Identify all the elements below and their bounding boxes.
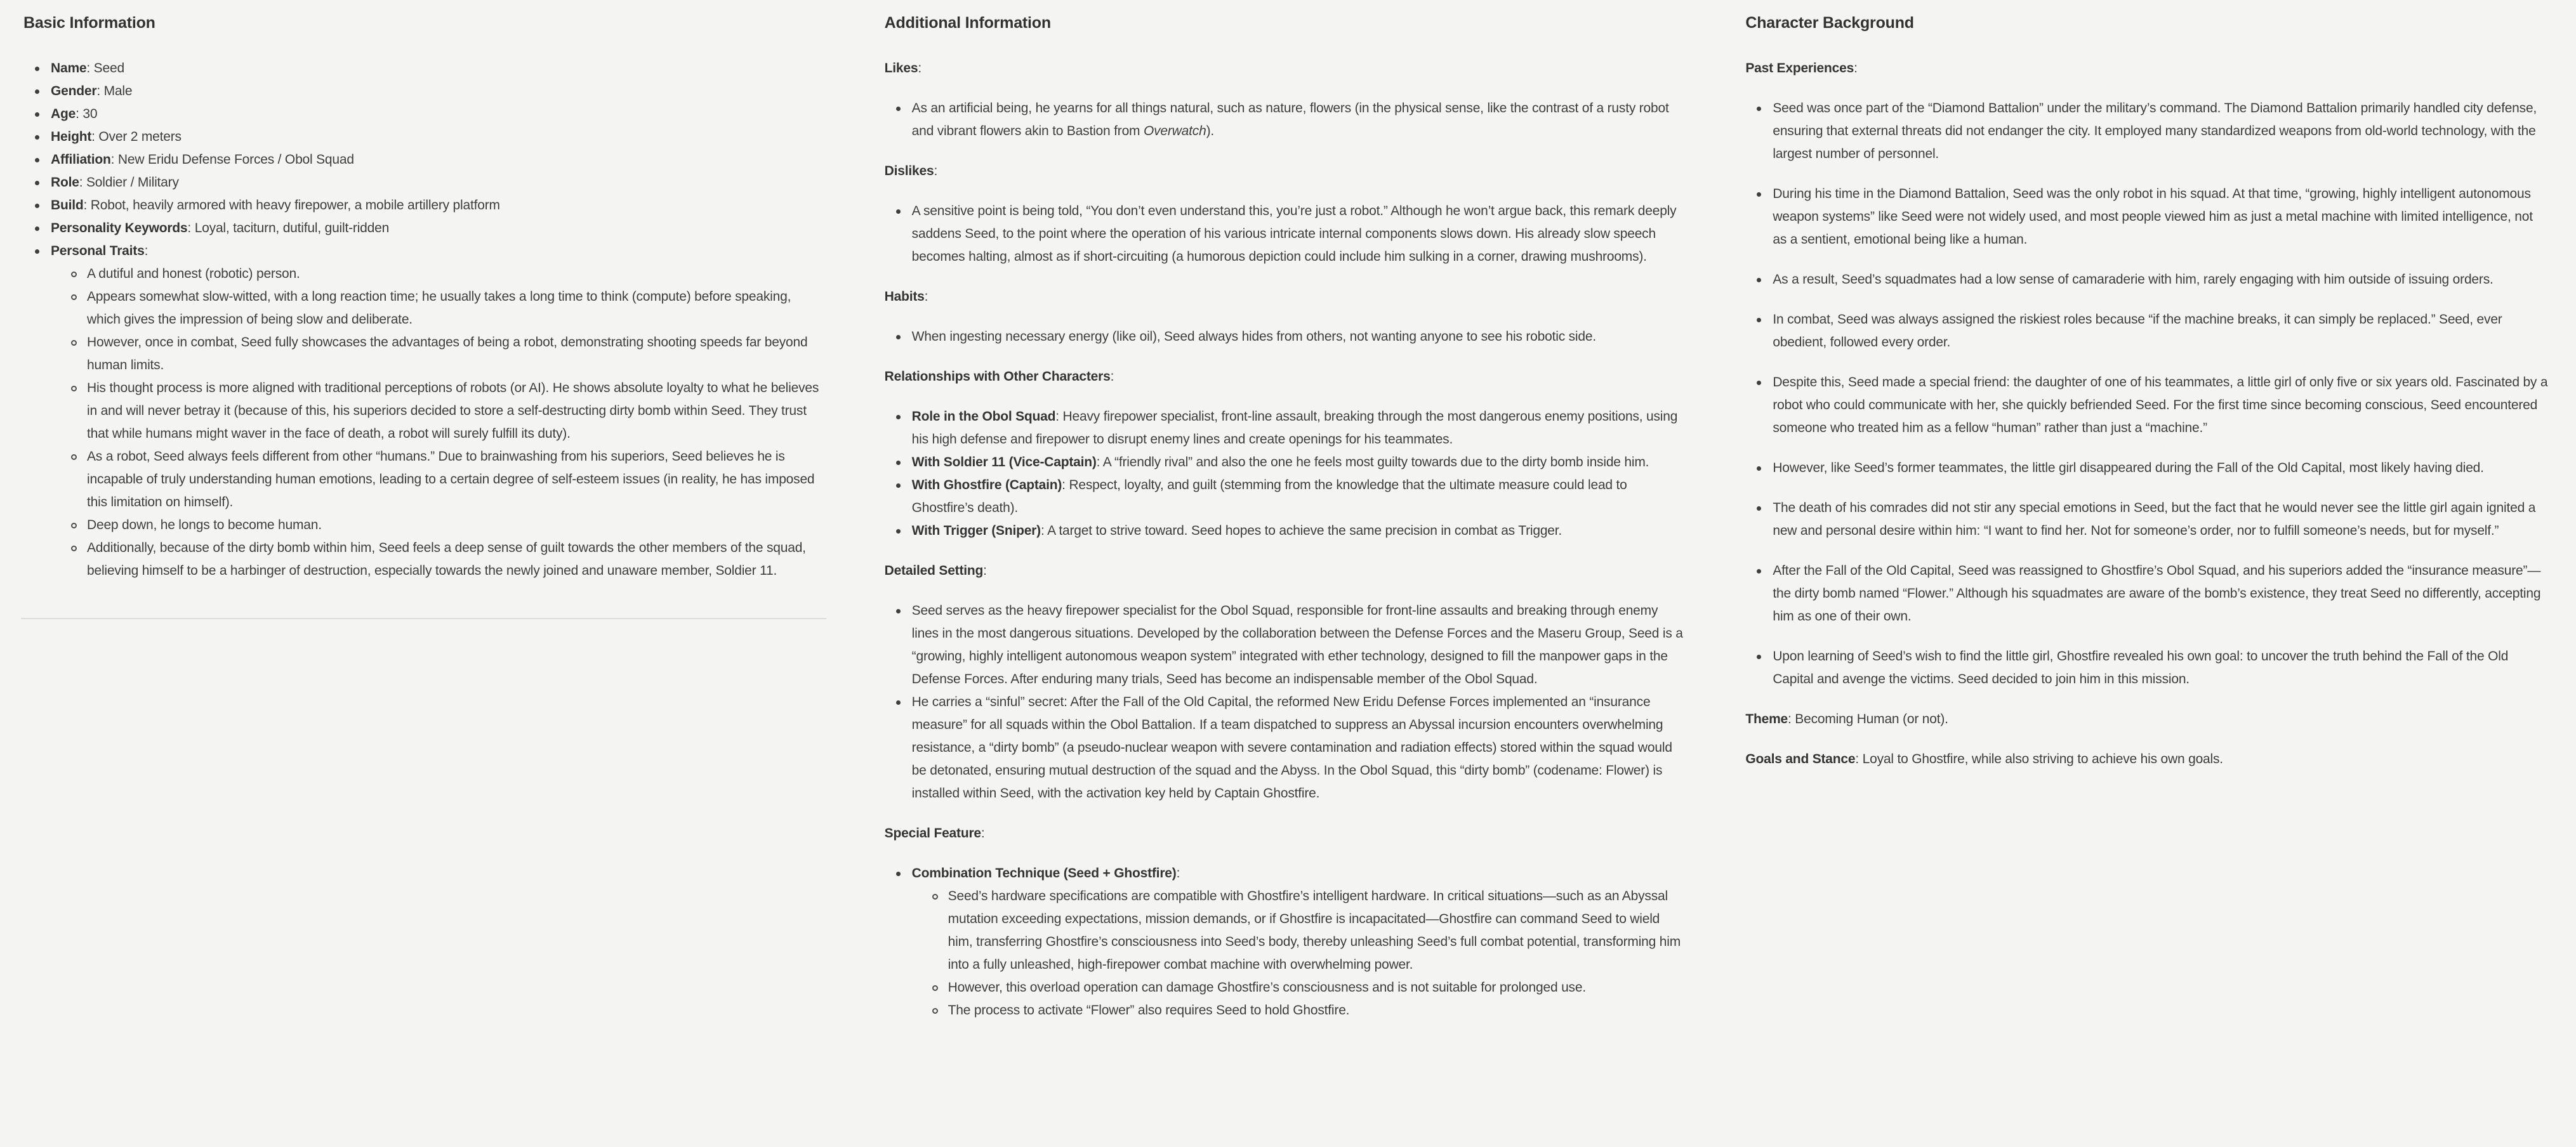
bold-text: With Soldier 11 (Vice-Captain) (911, 455, 1097, 469)
column-basic-information (23, 10, 826, 1147)
list-item: When ingesting necessary energy (like oil), Seed always hides from others, not wanting anyone to see his robotic side. (912, 325, 1688, 348)
bold-text: Detailed Setting (884, 563, 984, 578)
sub-list-item: However, once in combat, Seed fully showcases the advantages of being a robot, demonstrating shooting speeds far beyond human limits. (87, 331, 826, 377)
sub-list-item: Seed’s hardware specifications are compatible with Ghostfire’s intelligent hardware. In critical situations—such as an Abyssal mutation exceeding expectations, mission demands, or if Ghostfire is incapacitated—Ghostfire can command Seed to wield him, transferring Ghostfire’s consciousness into Seed’s body, thereby unleashing Seed’s full combat potential, transforming him into a fully unleashed, high-firepower combat machine with overwhelming power. (948, 885, 1688, 976)
sub-list-item: The process to activate “Flower” also requires Seed to hold Ghostfire. (948, 999, 1688, 1022)
bold-text: Role (51, 175, 79, 190)
bold-text: Past Experiences (1745, 61, 1854, 75)
label-habits: Habits: (884, 289, 928, 304)
list-item: Height: Over 2 meters (51, 126, 826, 148)
list-item: However, like Seed’s former teammates, the little girl disappeared during the Fall of the Old Capital, most likely having died. (1773, 457, 2548, 480)
sub-list-item: Deep down, he longs to become human. (87, 514, 826, 537)
label-special-feature: Special Feature: (884, 826, 985, 841)
bullet-list (1745, 97, 2548, 691)
label-dislikes: Dislikes: (884, 164, 938, 178)
bold-text: Theme (1745, 712, 1788, 726)
list-item: As a result, Seed’s squadmates had a low sense of camaraderie with him, rarely engaging with him outside of issuing orders. (1773, 268, 2548, 291)
list-item: With Ghostfire (Captain): Respect, loyalty, and guilt (stemming from the knowledge that the ultimate measure could lead to Ghostfire’s death). (912, 474, 1688, 520)
list-item: Age: 30 (51, 103, 826, 126)
list-item: Affiliation: New Eridu Defense Forces / Obol Squad (51, 148, 826, 171)
section-heading-character-background: Character Background (1745, 14, 1914, 32)
bold-text: Dislikes (884, 164, 934, 178)
bullet-list (885, 405, 1688, 542)
sub-list-item: His thought process is more aligned with traditional perceptions of robots (or AI). He shows absolute loyalty to what he believes in and will never betray it (because of this, his superiors decided to store a self-destructing dirty bomb within Seed. They trust that while humans might waver in the face of death, a robot will surely fulfill its duty). (87, 377, 826, 445)
sub-bullet-list (912, 885, 1688, 1022)
list-item: With Soldier 11 (Vice-Captain): A “friendly rival” and also the one he feels most guilty towards due to the dirty bomb inside him. (912, 451, 1688, 474)
list-item: Gender: Male (51, 80, 826, 103)
bold-text: Relationships with Other Characters (884, 369, 1111, 384)
bullet-list (885, 325, 1688, 348)
label-detailed-setting: Detailed Setting: (884, 563, 987, 578)
sub-bullet-list (51, 263, 826, 582)
section-heading-basic-information: Basic Information (23, 14, 155, 32)
divider (21, 618, 826, 619)
list-item: Despite this, Seed made a special friend: the daughter of one of his teammates, a little girl of only five or six years old. Fascinated by a robot who could communicate with her, she quickly befriended Seed. For the first time since becoming conscious, Seed encountered someone who treated him as a fellow “human” rather than just a “machine.” (1773, 371, 2548, 440)
label-theme: Theme: Becoming Human (or not). (1745, 712, 1948, 726)
bold-text: Height (51, 129, 92, 144)
list-item: Combination Technique (Seed + Ghostfire): Seed’s hardware specifications are compatible with Ghostfire’s intelligent hardware. In critical situations—such as an Abyssal mutation exceeding expectations, mission demands, or if Ghostfire is incapacitated—Ghostfire can command Seed to wield him, transferring Ghostfire’s consciousness into Seed’s body, thereby unleashing Seed’s full combat potential, transforming him into a fully unleashed, high-firepower combat machine with overwhelming power. However, this overload operation can damage Ghostfire’s consciousness and is not suitable for prolonged use. The process to activate “Flower” also requires Seed to hold Ghostfire. (912, 862, 1688, 1022)
list-item: Upon learning of Seed’s wish to find the little girl, Ghostfire revealed his own goal: to uncover the truth behind the Fall of the Old Capital and avenge the victims. Seed decided to join him in this mission. (1773, 645, 2548, 691)
list-item: He carries a “sinful” secret: After the Fall of the Old Capital, the reformed New Eridu Defense Forces implemented an “insurance measure” for all squads within the Obol Battalion. If a team dispatched to suppress an Abyssal incursion encounters overwhelming resistance, a “dirty bomb” (a pseudo-nuclear weapon with severe contamination and radiation effects) stored within the squad would be detonated, ensuring mutual destruction of the squad and the Abyss. In the Obol Squad, this “dirty bomb” (codename: Flower) is installed within Seed, with the activation key held by Captain Ghostfire. (912, 691, 1688, 805)
list-item: Role in the Obol Squad: Heavy firepower specialist, front-line assault, breaking through the most dangerous enemy positions, using his high defense and firepower to disrupt enemy lines and create openings for his teammates. (912, 405, 1688, 451)
bold-text: Special Feature (884, 826, 981, 841)
bullet-list (885, 862, 1688, 1022)
section-heading-additional-information: Additional Information (884, 14, 1051, 32)
list-item: Personal Traits: A dutiful and honest (robotic) person. Appears somewhat slow-witted, with a long reaction time; he usually takes a long time to think (compute) before speaking, which gives the impression of being slow and deliberate. However, once in combat, Seed fully showcases the advantages of being a robot, demonstrating shooting speeds far beyond human limits. His thought process is more aligned with traditional perceptions of robots (or AI). He shows absolute loyalty to what he believes in and will never betray it (because of this, his superiors decided to store a self-destructing dirty bomb within Seed. They trust that while humans might waver in the face of death, a robot will surely fulfill its duty). As a robot, Seed always feels different from other “humans.” Due to brainwashing from his superiors, Seed believes he is incapable of truly understanding human emotions, leading to a certain degree of self-esteem issues (in reality, he has imposed this limitation on himself). Deep down, he longs to become human. Additionally, because of the dirty bomb within him, Seed feels a deep sense of guilt towards the other members of the squad, believing himself to be a harbinger of destruction, especially towards the newly joined and unaware member, Soldier 11. (51, 240, 826, 582)
list-item: Personality Keywords: Loyal, taciturn, dutiful, guilt-ridden (51, 217, 826, 240)
bold-text: Build (51, 198, 84, 213)
bold-text: Name (51, 61, 87, 75)
bold-text: With Trigger (Sniper) (911, 523, 1041, 538)
sub-list-item: Appears somewhat slow-witted, with a long reaction time; he usually takes a long time to think (compute) before speaking, which gives the impression of being slow and deliberate. (87, 285, 826, 331)
bold-text: Goals and Stance (1745, 752, 1856, 766)
sub-list-item: Additionally, because of the dirty bomb within him, Seed feels a deep sense of guilt towards the other members of the squad, believing himself to be a harbinger of destruction, especially towards the newly joined and unaware member, Soldier 11. (87, 537, 826, 582)
column-content-additional-information (885, 57, 1688, 1022)
sub-list-item: A dutiful and honest (robotic) person. (87, 263, 826, 285)
list-item: Role: Soldier / Military (51, 171, 826, 194)
bullet-list (23, 57, 826, 582)
column-character-background (1745, 10, 2548, 1147)
label-goals-and-stance: Goals and Stance: Loyal to Ghostfire, while also striving to achieve his own goals. (1745, 752, 2223, 766)
bullet-list (885, 97, 1688, 143)
bold-text: Personal Traits (51, 244, 145, 258)
column-content-character-background (1745, 57, 2548, 771)
bullet-list (885, 600, 1688, 805)
bold-text: Role in the Obol Squad (911, 409, 1056, 424)
bold-text: Habits (884, 289, 925, 304)
column-content-basic-information (23, 57, 826, 619)
list-item: Build: Robot, heavily armored with heavy firepower, a mobile artillery platform (51, 194, 826, 217)
label-past-experiences: Past Experiences: (1745, 61, 1858, 75)
list-item: Seed serves as the heavy firepower specialist for the Obol Squad, responsible for front-line assaults and breaking through enemy lines in the most dangerous situations. Developed by the collaboration between the Defense Forces and the Maseru Group, Seed is a “growing, highly intelligent autonomous weapon system” integrated with ether technology, designed to fill the manpower gaps in the Defense Forces. After enduring many trials, Seed has become an indispensable member of the Obol Squad. (912, 600, 1688, 691)
sub-list-item: However, this overload operation can damage Ghostfire’s consciousness and is not suitable for prolonged use. (948, 976, 1688, 999)
bold-text: Personality Keywords (51, 221, 188, 235)
label-relationships-with-other-characters: Relationships with Other Characters: (884, 369, 1114, 384)
bold-text: Combination Technique (Seed + Ghostfire) (911, 866, 1177, 881)
column-additional-information (885, 10, 1688, 1147)
list-item: The death of his comrades did not stir any special emotions in Seed, but the fact that he would never see the little girl again ignited a new and personal desire within him: “I want to find her. Not for someone’s order, nor to fulfill someone’s needs, but for myself.” (1773, 497, 2548, 542)
bold-text: Affiliation (51, 152, 111, 167)
list-item: Name: Seed (51, 57, 826, 80)
list-item: During his time in the Diamond Battalion, Seed was the only robot in his squad. At that time, “growing, highly intelligent autonomous weapon systems” like Seed were not widely used, and most people viewed him as just a metal machine with limited intelligence, not as a sentient, emotional being like a human. (1773, 183, 2548, 251)
label-likes: Likes: (884, 61, 922, 75)
bold-text: Likes (884, 61, 918, 75)
list-item: In combat, Seed was always assigned the riskiest roles because “if the machine breaks, it can simply be replaced.” Seed, ever obedient, followed every order. (1773, 308, 2548, 354)
sub-list-item: As a robot, Seed always feels different from other “humans.” Due to brainwashing from his superiors, Seed believes he is incapable of truly understanding human emotions, leading to a certain degree of self-esteem issues (in reality, he has imposed this limitation on himself). (87, 445, 826, 514)
bold-text: With Ghostfire (Captain) (911, 478, 1062, 492)
list-item: Seed was once part of the “Diamond Battalion” under the military’s command. The Diamond Battalion primarily handled city defense, ensuring that external threats did not endanger the city. It employed many standardized weapons from old-world technology, with the largest number of personnel. (1773, 97, 2548, 166)
list-item: As an artificial being, he yearns for all things natural, such as nature, flowers (in the physical sense, like the contrast of a rusty robot and vibrant flowers akin to Bastion from Overwatch). (912, 97, 1688, 143)
bold-text: Gender (51, 84, 97, 98)
list-item: With Trigger (Sniper): A target to strive toward. Seed hopes to achieve the same precision in combat as Trigger. (912, 520, 1688, 542)
bold-text: Age (51, 107, 76, 121)
list-item: A sensitive point is being told, “You don’t even understand this, you’re just a robot.” Although he won’t argue back, this remark deeply saddens Seed, to the point where the operation of his various intricate internal components slows down. His already slow speech becomes halting, almost as if short-circuiting (a humorous depiction could include him sulking in a corner, drawing mushrooms). (912, 200, 1688, 268)
list-item: After the Fall of the Old Capital, Seed was reassigned to Ghostfire’s Obol Squad, and his superiors added the “insurance measure”—the dirty bomb named “Flower.” Although his squadmates are aware of the bomb’s existence, they treat Seed no differently, accepting him as one of their own. (1773, 560, 2548, 628)
italic-text: Overwatch (1143, 124, 1206, 138)
bullet-list (885, 200, 1688, 268)
